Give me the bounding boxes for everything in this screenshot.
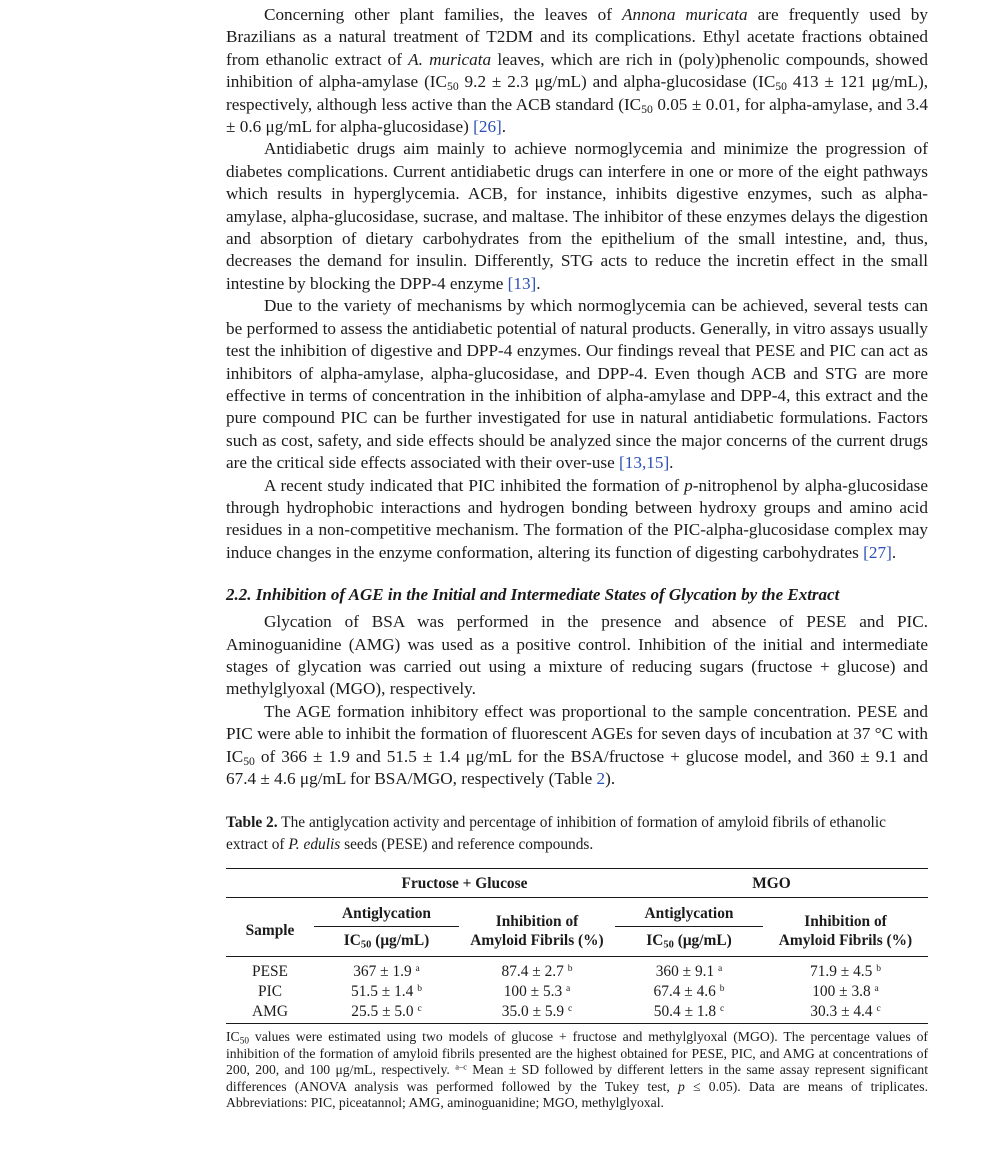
text-span: 413 ± 121 μg/mL), respectively, although less active than the ACB standard (IC xyxy=(226,72,928,114)
citation-link[interactable]: [26] xyxy=(473,117,502,137)
text-span: The AGE formation inhibitory effect was proportional to the sample concentration. PESE and PIC were able to inhibit the formation of fluorescent AGEs for seven days of incubation at 37 °C with IC xyxy=(226,701,928,766)
cell-value: 87.4 ± 2.7 xyxy=(501,963,564,981)
header-text: (μg/mL) xyxy=(371,932,430,950)
cell-fg-ic50 xyxy=(314,957,459,982)
text-span: ≤ 0.05). Data are means of triplicates. Abbreviations: PIC, piceatannol; AMG, aminoguanidine; MGO, methylglyoxal. xyxy=(226,1078,928,1111)
cell-mgo-ic50 xyxy=(615,981,763,1001)
text-span: Antidiabetic drugs aim mainly to achieve normoglycemia and minimize the progression of diabetes complications. Current antidiabetic drugs can interfere in one or more of the eight pathways which results in hyperglycemia. ACB, for instance, inhibits digestive enzymes, such as alpha-amylase, alpha-glucosidase, sucrase, and maltase. The inhibitor of these enzymes delays the digestion and absorption of dietary carbohydrates from the epithelium of the small intestine, and, thus, decreases the demand for insulin. Differently, STG acts to reduce the incretin effect in the small intestine by blocking the DPP-4 enzyme xyxy=(226,139,928,293)
text-span: Due to the variety of mechanisms by which normoglycemia can be achieved, several tests can be performed to assess the antidiabetic potential of natural products. Generally, in vitro assays usually test the inhibition of digestive and DPP-4 enzymes. Our findings reveal that PESE and PIC can act as inhibitors of alpha-amylase, alpha-glucosidase, and DPP-4. Even though ACB and STG are more effective in terms of concentration in the inhibition of alpha-amylase and DPP-4, this extract and the pure compound PIC can be further investigated for use in natural antidiabetic formulations. Factors such as cost, safety, and side effects should be analyzed since the major concerns of the current drugs are the critical side effects associated with their over-use xyxy=(226,296,928,473)
column-inhibition-fg xyxy=(459,898,615,957)
cell-sample: PESE xyxy=(252,963,288,981)
citation-link[interactable]: [13] xyxy=(507,273,537,293)
text-span: Concerning other plant families, the leaves of xyxy=(264,5,622,24)
subscript: 50 xyxy=(663,940,674,952)
text-span: ). xyxy=(605,769,616,788)
significance-letter: a xyxy=(874,983,879,995)
text-span: are frequently used by Brazilians as a natural treatment of T2DM and its complications. Ethyl acetate fractions obtained from ethanolic extract of xyxy=(226,5,928,69)
text-span: values were estimated using two models of glucose + fructose and methylglyoxal (MGO). The percentage values of inhibition of the formation of amyloid fibrils presented are the highest obtained for PESE, PIC, and AMG at concentrations of 200, 200, and 100 μg/mL, respectively. xyxy=(226,1029,928,1078)
cell-value: 35.0 ± 5.9 xyxy=(501,1003,565,1021)
header-text: Inhibition of xyxy=(804,913,887,931)
significance-letter: b xyxy=(876,963,881,975)
subscript: 50 xyxy=(641,102,653,116)
table-label: Table 2. xyxy=(226,814,278,832)
header-text: IC xyxy=(343,932,361,950)
column-ic50-fg xyxy=(314,927,459,957)
paragraph-antidiabetic-drugs xyxy=(226,138,928,295)
text-span: -nitrophenol by alpha-glucosidase through hydrophobic interactions and hydrogen bonding between hydroxy groups and amino acid residues in a non-competitive mechanism. The formation of the PIC-alpha-glucosidase complex may induce changes in the enzyme conformation, altering its function of digesting carbohydrates xyxy=(226,475,928,562)
cell-mgo-inhibition xyxy=(763,1001,928,1024)
text-span: A recent study indicated that PIC inhibited the formation of xyxy=(264,475,685,495)
header-text: Inhibition of xyxy=(495,913,579,931)
header-text: (μg/mL) xyxy=(673,932,732,950)
text-span: . xyxy=(891,542,897,562)
cell-mgo-inhibition xyxy=(763,981,928,1001)
text-span: 0.05 ± 0.01, for alpha-amylase, and 3.4 ± 0.6 μg/mL for alpha-glucosidase) xyxy=(226,94,929,137)
italic-text: p xyxy=(684,475,693,495)
cell-fg-inhibition xyxy=(459,981,615,1001)
table-footnote xyxy=(226,1029,928,1111)
cell-fg-inhibition xyxy=(459,957,615,982)
text-span: . xyxy=(536,273,541,293)
cell-mgo-inhibition xyxy=(763,957,928,982)
text-span: 9.2 ± 2.3 μg/mL) and alpha-glucosidase (IC xyxy=(458,72,776,92)
cell-value: 30.3 ± 4.4 xyxy=(810,1003,873,1021)
text-span: The antiglycation activity and percentage of inhibition of formation of amyloid fibrils of ethanolic extract of xyxy=(226,814,886,853)
cell-value: 360 ± 9.1 xyxy=(655,963,715,981)
paragraph-recent-study xyxy=(226,475,928,565)
cell-value: 71.9 ± 4.5 xyxy=(810,963,873,981)
group-fructose-glucose: Fructose + Glucose xyxy=(401,875,528,893)
cell-value: 367 ± 1.9 xyxy=(353,963,412,981)
cell-fg-inhibition xyxy=(459,1001,615,1024)
citation-link[interactable]: [27] xyxy=(863,542,892,562)
subscript: 50 xyxy=(775,80,787,94)
cell-value: 50.4 ± 1.8 xyxy=(653,1003,717,1021)
subscript: 50 xyxy=(446,80,459,94)
column-sample: Sample xyxy=(245,921,295,939)
significance-letter: a xyxy=(415,963,420,975)
cell-sample: PIC xyxy=(258,983,282,1001)
subscript: 50 xyxy=(243,754,255,768)
superscript: a–c xyxy=(455,1061,467,1072)
section-heading: 2.2. Inhibition of AGE in the Initial and Intermediate States of Glycation by the Extract xyxy=(226,585,840,605)
significance-letter: c xyxy=(567,1003,573,1015)
text-span: of 366 ± 1.9 and 51.5 ± 1.4 μg/mL for the BSA/fructose + glucose model, and 360 ± 9.1 and 67.4 ± 4.6 μg/mL for BSA/MGO, respectively (Table xyxy=(226,746,928,788)
species-name: A. muricata xyxy=(408,49,492,69)
column-ic50-mgo xyxy=(615,927,763,957)
cell-value: 51.5 ± 1.4 xyxy=(351,983,414,1001)
column-antiglycation-mgo: Antiglycation xyxy=(615,898,763,927)
subscript: 50 xyxy=(239,1036,249,1047)
group-mgo: MGO xyxy=(752,875,791,893)
cell-value: 25.5 ± 5.0 xyxy=(351,1003,414,1021)
header-text: Amyloid Fibrils (%) xyxy=(470,932,604,950)
cell-value: 100 ± 5.3 xyxy=(503,983,563,1001)
text-span: Mean ± SD followed by different letters in the same assay represent significant differences (ANOVA analysis was performed followed by the Tukey test, xyxy=(226,1062,929,1094)
cell-value: 67.4 ± 4.6 xyxy=(653,983,716,1001)
subscript: 50 xyxy=(360,940,372,952)
paragraph-mechanisms xyxy=(226,295,928,474)
table-caption xyxy=(226,812,928,855)
significance-letter: c xyxy=(417,1003,422,1015)
cell-mgo-ic50 xyxy=(615,1001,763,1024)
citation-link[interactable]: [13,15] xyxy=(619,453,670,473)
italic-text: p xyxy=(678,1078,685,1094)
header-text: IC xyxy=(646,932,664,950)
paragraph-glycation xyxy=(226,611,928,701)
cell-sample: AMG xyxy=(252,1003,288,1021)
cell-fg-ic50 xyxy=(314,981,459,1001)
header-text: Amyloid Fibrils (%) xyxy=(778,932,913,950)
cell-value: 100 ± 3.8 xyxy=(812,983,871,1001)
table-row xyxy=(226,957,928,982)
column-antiglycation-fg: Antiglycation xyxy=(314,898,459,927)
paragraph-age-inhibition xyxy=(226,701,928,791)
text-span: . xyxy=(669,453,674,473)
table-row xyxy=(226,1001,928,1024)
significance-letter: a xyxy=(566,983,571,995)
group-header-row-labels xyxy=(226,874,928,898)
significance-letter: c xyxy=(719,1003,725,1015)
column-header-row-1 xyxy=(226,898,928,927)
species-name: P. edulis xyxy=(288,835,341,853)
text-span: . xyxy=(501,117,507,137)
text-span: Glycation of BSA was performed in the presence and absence of PESE and PIC. Aminoguanidine (AMG) was used as a positive control. Inhibition of the initial and intermediate stages of glycation was carried out using a mixture of reducing sugars (fructose + glucose) and methylglyoxal (MGO), respectively. xyxy=(226,612,928,699)
cell-fg-ic50 xyxy=(314,1001,459,1024)
text-span: leaves, which are rich in (poly)phenolic compounds, showed inhibition of alpha-amylase (IC xyxy=(226,49,929,92)
species-name: Annona muricata xyxy=(622,5,748,24)
significance-letter: b xyxy=(567,963,573,975)
table-reference-link[interactable]: 2 xyxy=(596,769,606,788)
paragraph-annona-muricata xyxy=(226,4,928,138)
cell-mgo-ic50 xyxy=(615,957,763,982)
significance-letter: b xyxy=(719,983,725,995)
text-span: seeds (PESE) and reference compounds. xyxy=(340,835,594,853)
significance-letter: b xyxy=(417,983,422,995)
table-row xyxy=(226,981,928,1001)
column-inhibition-mgo xyxy=(763,898,928,957)
article-page xyxy=(226,4,928,1111)
significance-letter: c xyxy=(876,1003,881,1015)
text-span: IC xyxy=(226,1029,240,1045)
significance-letter: a xyxy=(718,963,723,975)
results-table xyxy=(226,868,928,1024)
